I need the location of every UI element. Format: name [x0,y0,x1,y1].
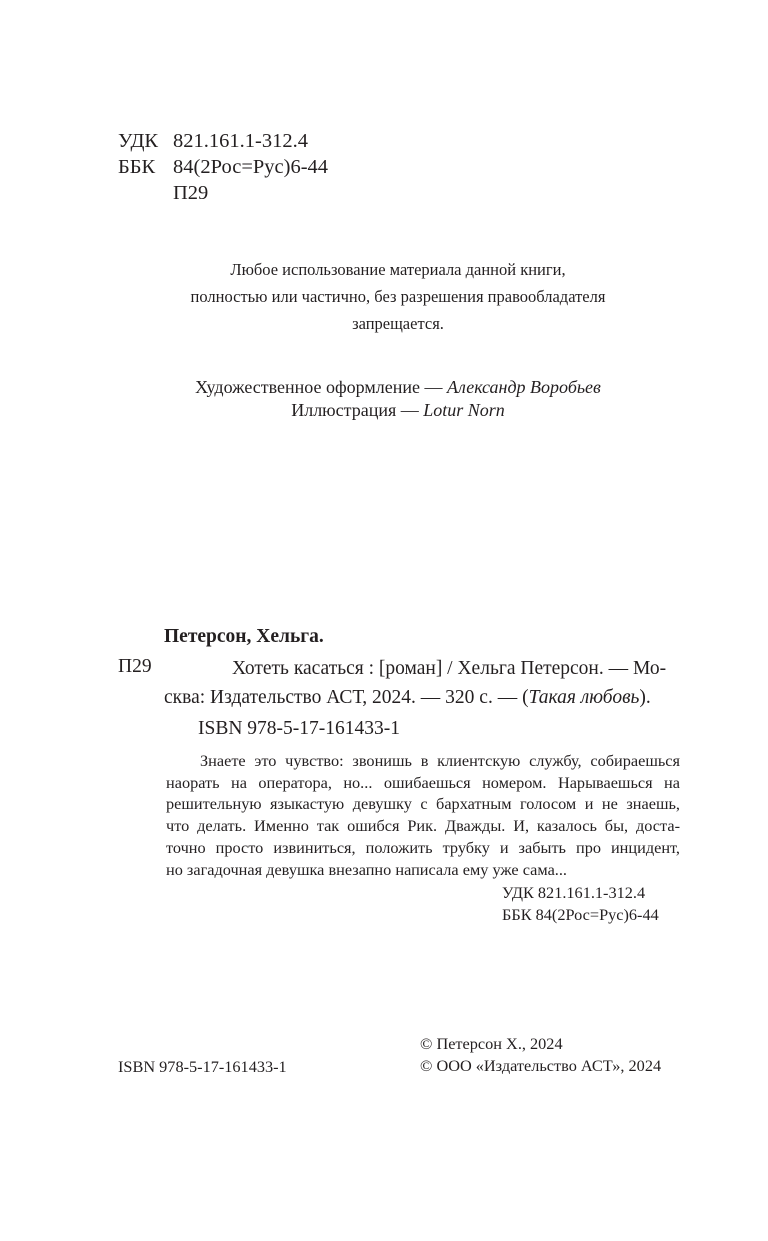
udk-value: 821.161.1-312.4 [173,130,308,152]
record-line-2: сква: Издательство АСТ, 2024. — 320 с. — (Такая любовь). [164,687,651,708]
annotation-line: решительную языкастую девушку с бархатным голосом и не знаешь, [166,794,680,814]
annotation-line: что делать. Именно так ошибся Рик. Дважды. И, казалось бы, доста- [166,816,680,836]
illustration-name: Lotur Norn [423,400,505,420]
copyright-holders [420,1033,661,1077]
notice-line: Любое использование материала данной книги, [230,260,566,279]
bbk-row [118,154,328,180]
annotation [166,750,680,880]
author-mark-row [118,180,328,206]
credits [0,376,768,422]
illustration-credit [0,399,768,422]
design-name: Александр Воробьев [446,377,601,397]
series-name: Такая любовь [528,687,640,708]
footer-isbn: ISBN 978-5-17-161433-1 [118,1057,287,1076]
copyright-publisher: © ООО «Издательство АСТ», 2024 [420,1056,662,1075]
annotation-line: наорать на оператора, но... ошибаешься номером. Нарываешься на [166,772,680,792]
copyright-notice [0,256,768,337]
record-author-mark: П29 [118,656,152,677]
record-line-1: Хотеть касаться : [роман] / Хельга Петерсон. — Мо- [232,658,667,679]
record-author: Петерсон, Хельга. [164,626,324,647]
udk-row [118,128,328,154]
annotation-line: но загадочная девушка внезапно написала ему уже сама... [166,859,568,879]
bbk-value: 84(2Рос=Рус)6-44 [173,156,329,178]
copyright-author: © Петерсон Х., 2024 [420,1034,563,1053]
udk-label: УДК [118,130,159,152]
illustration-label: Иллюстрация — [291,400,424,420]
bbk-label: ББК [118,156,156,178]
udk-bottom: УДК 821.161.1-312.4 [502,883,646,902]
annotation-line: Знаете это чувство: звонишь в клиентскую службу, собираешься [200,751,680,770]
record-isbn: ISBN 978-5-17-161433-1 [198,718,401,739]
record-title-block [164,654,680,712]
annotation-line: точно просто извиниться, положить трубку и забыть про инцидент, [166,837,680,857]
classification-block-top [118,128,328,206]
classification-block-bottom [502,882,659,925]
design-label: Художественное оформление — [195,377,447,397]
author-mark: П29 [173,182,209,204]
design-credit [0,376,768,399]
notice-line: запрещается. [352,314,444,333]
bbk-bottom: ББК 84(2Рос=Рус)6-44 [502,904,659,924]
notice-line: полностью или частично, без разрешения правообладателя [190,287,606,306]
